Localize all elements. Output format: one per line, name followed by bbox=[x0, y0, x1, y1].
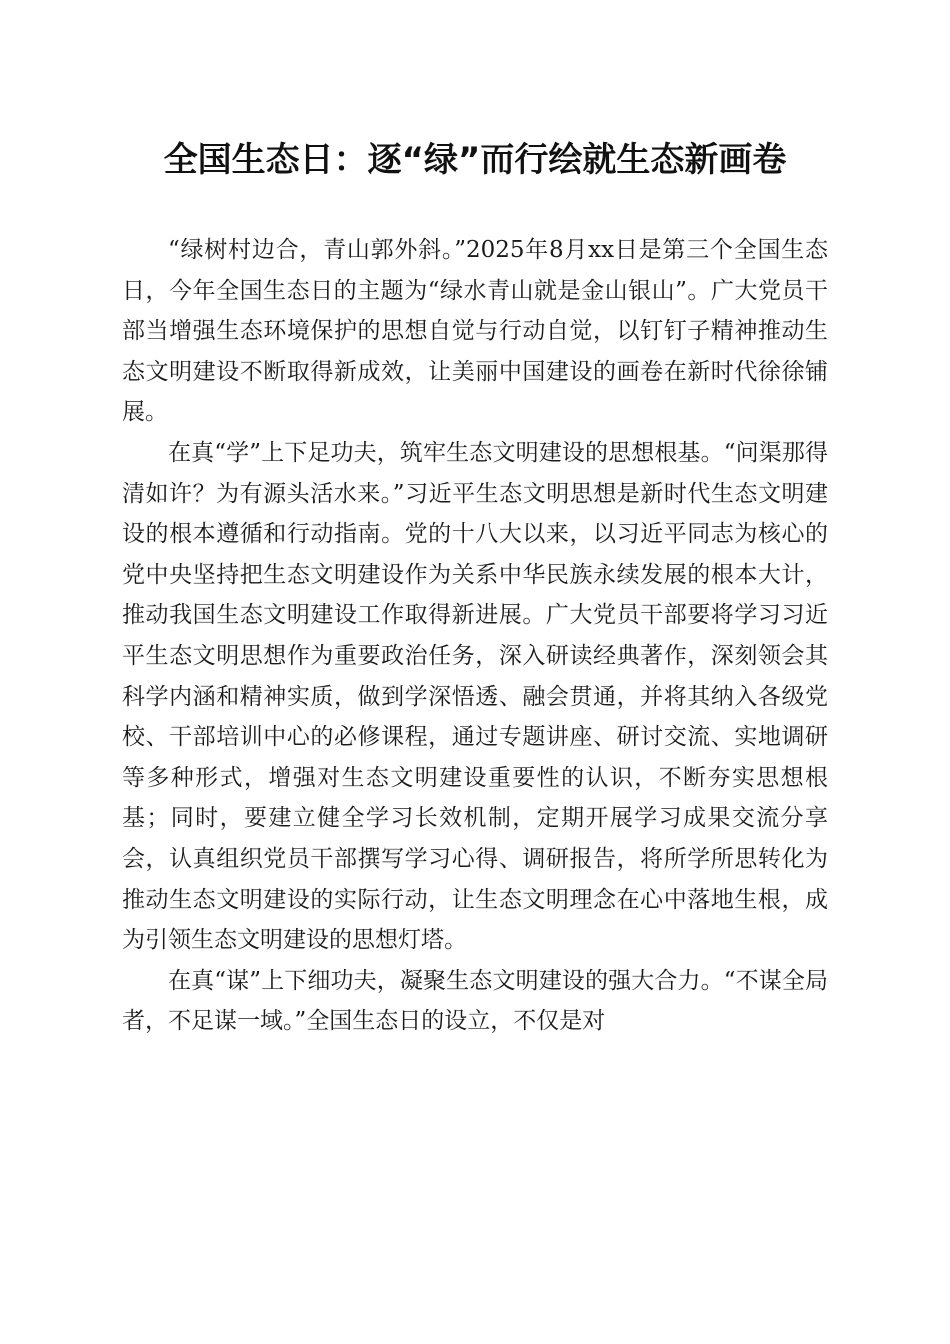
paragraph: 在真“学”上下足功夫，筑牢生态文明建设的思想根基。“问渠那得清如许？为有源头活水来。”习近平生态文明思想是新时代生态文明建设的根本遵循和行动指南。党的十八大以来，以习近平同志为核心的党中央坚持把生态文明建设作为关系中华民族永续发展的根本大计，推动我国生态文明建设工作取得新进展。广大党员干部要将学习习近平生态文明思想作为重要政治任务，深入研读经典著作，深刻领会其科学内涵和精神实质，做到学深悟透、融会贯通，并将其纳入各级党校、干部培训中心的必修课程，通过专题讲座、研讨交流、实地调研等多种形式，增强对生态文明建设重要性的认识，不断夯实思想根基；同时，要建立健全学习长效机制，定期开展学习成果交流分享会，认真组织党员干部撰写学习心得、调研报告，将所学所思转化为推动生态文明建设的实际行动，让生态文明理念在心中落地生根，成为引领生态文明建设的思想灯塔。 bbox=[122, 439, 828, 954]
document-body bbox=[122, 230, 828, 1042]
document-title: 全国生态日：逐“绿”而行绘就生态新画卷 bbox=[163, 140, 787, 180]
paragraph: “绿树村边合，青山郭外斜。”2025年8月xx日是第三个全国生态日，今年全国生态日的主题为“绿水青山就是金山银山”。广大党员干部当增强生态环境保护的思想自觉与行动自觉，以钉钉子精神推动生态文明建设不断取得新成效，让美丽中国建设的画卷在新时代徐徐铺展。 bbox=[122, 237, 828, 426]
paragraph: 在真“谋”上下细功夫，凝聚生态文明建设的强大合力。“不谋全局者，不足谋一域。”全国生态日的设立，不仅是对 bbox=[122, 967, 828, 1035]
